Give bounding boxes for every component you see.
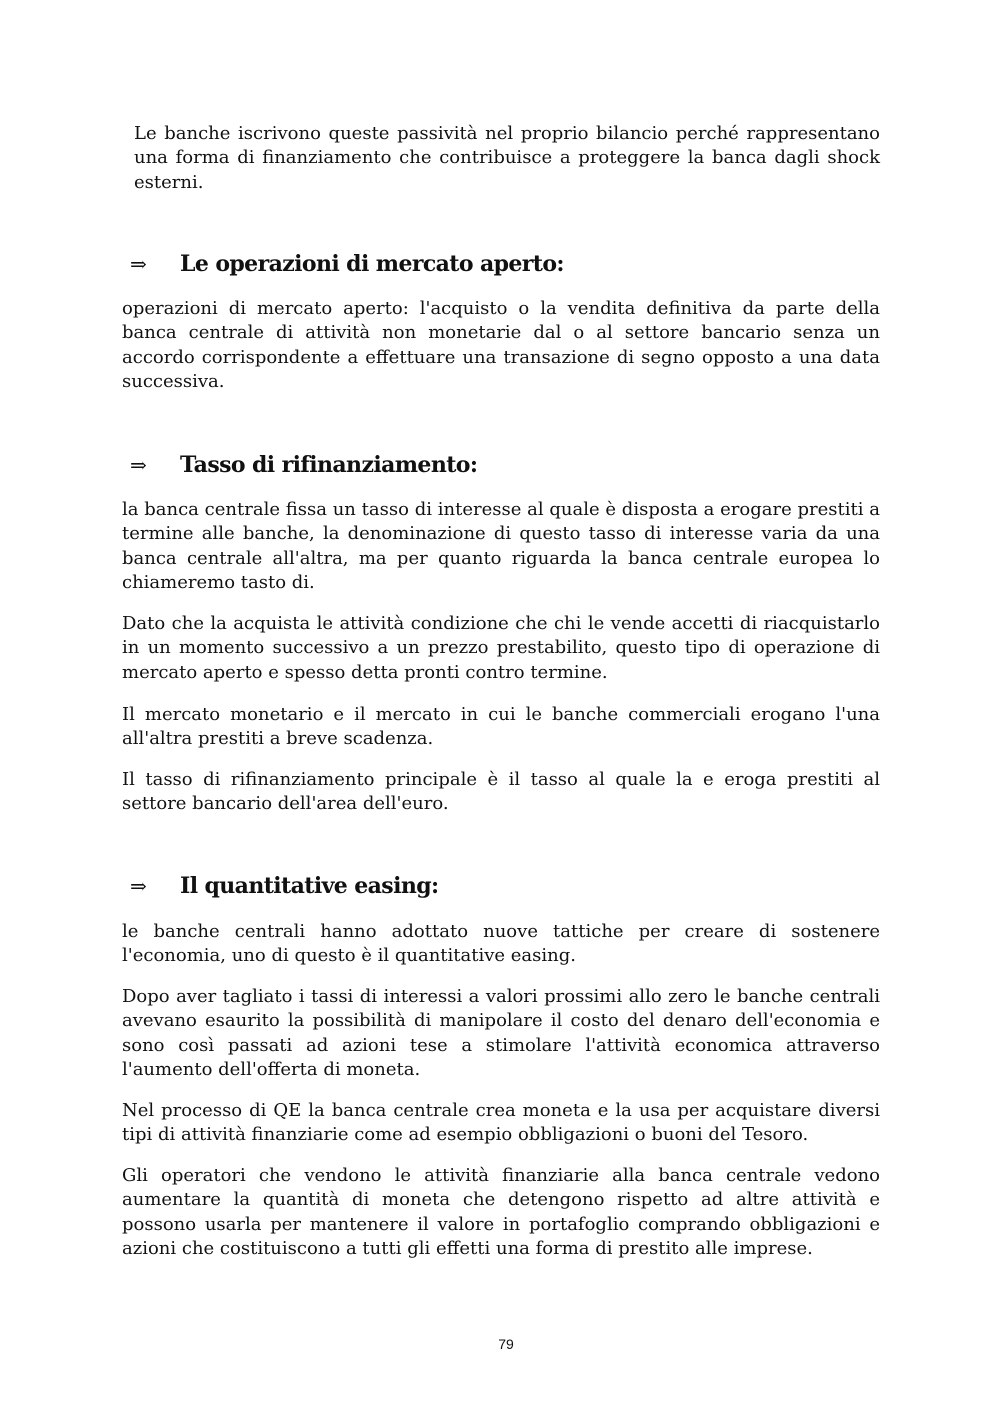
paragraph-pronti-contro-termine: Dato che la acquista le attività condizione che chi le vende accetti di riacquistarlo in un momento successivo a un prezzo prestabilito, questo tipo di operazione di mercato aperto e spesso detta pronti contro termine. [122, 613, 880, 683]
paragraph-tassi-zero: Dopo aver tagliato i tassi di interessi a valori prossimi allo zero le banche centrali avevano esaurito la possibilità di manipolare il costo del denaro dell'economia e sono così passati ad azioni tese a stimolare l'attività economica attraverso l'aumento dell'offerta di moneta. [122, 986, 880, 1080]
heading-text: Tasso di rifinanziamento: [180, 452, 478, 478]
paragraph-tasso-interesse: la banca centrale fissa un tasso di interesse al quale è disposta a erogare prestiti a termine alle banche, la denominazione di questo tasso di interesse varia da una banca centrale all'altra, ma per quanto riguarda la banca centrale europea lo chiameremo tasto di. [122, 499, 880, 593]
paragraph-processo-qe: Nel processo di QE la banca centrale crea moneta e la usa per acquistare diversi tipi di attività finanziarie come ad esempio obbligazioni o buoni del Tesoro. [122, 1100, 880, 1146]
heading-text: Le operazioni di mercato aperto: [180, 251, 564, 277]
arrow-icon: ⇒ [130, 874, 147, 898]
page-number: 79 [498, 1336, 514, 1352]
heading-quantitative-easing [130, 873, 439, 899]
arrow-icon: ⇒ [130, 453, 147, 477]
paragraph-passivita: Le banche iscrivono queste passività nel proprio bilancio perché rappresentano una forma di finanziamento che contribuisce a proteggere la banca dagli shock esterni. [134, 123, 880, 193]
arrow-icon: ⇒ [130, 252, 147, 276]
paragraph-tasso-principale: Il tasso di rifinanziamento principale è il tasso al quale la e eroga prestiti al settore bancario dell'area dell'euro. [122, 769, 880, 815]
heading-tasso-rifinanziamento [130, 452, 477, 478]
paragraph-operazioni-definizione: operazioni di mercato aperto: l'acquisto o la vendita definitiva da parte della banca centrale di attività non monetarie dal o al settore bancario senza un accordo corrispondente a effettuare una transazione di segno opposto a una data successiva. [122, 298, 880, 392]
heading-operazioni-mercato-aperto [130, 251, 564, 277]
paragraph-operatori: Gli operatori che vendono le attività finanziarie alla banca centrale vedono aumentare la quantità di moneta che detengono rispetto ad altre attività e possono usarla per mantenere il valore in portafoglio comprando obbligazioni e azioni che costituiscono a tutti gli effetti una forma di prestito alle imprese. [122, 1165, 880, 1259]
heading-text: Il quantitative easing: [180, 873, 439, 899]
paragraph-mercato-monetario: Il mercato monetario e il mercato in cui le banche commerciali erogano l'una all'altra prestiti a breve scadenza. [122, 704, 880, 750]
paragraph-nuove-tattiche: le banche centrali hanno adottato nuove tattiche per creare di sostenere l'economia, uno di questo è il quantitative easing. [122, 921, 880, 967]
